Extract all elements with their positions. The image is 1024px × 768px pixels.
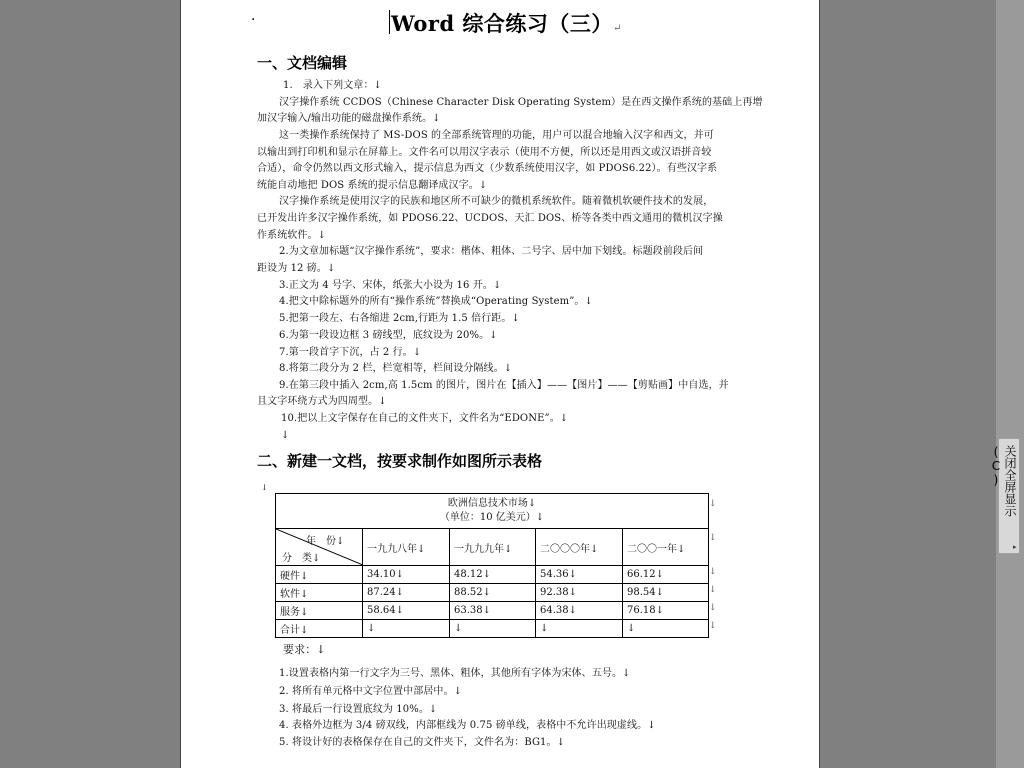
requirements-heading[interactable]: 要求：↓	[283, 643, 326, 656]
text-line[interactable]: 6.为第一段设边框 3 磅线型，底纹设为 20%。↓	[279, 330, 498, 341]
table-unit: （单位：10 亿美元）↓	[439, 512, 545, 523]
text-line[interactable]: 这一类操作系统保持了 MS-DOS 的全部系统管理的功能，用户可以混合地输入汉字和西文，并可	[279, 130, 714, 141]
section2-heading[interactable]: 二、新建一文档，按要求制作如图所示表格	[257, 452, 543, 470]
table-cell[interactable]: 92.38↓	[536, 584, 623, 602]
text-cursor	[389, 10, 390, 34]
text-line[interactable]: 合适），命令仍然以西文形式输入，提示信息为西文（少数系统使用汉字，如 PDOS6.22）。有些汉字系	[257, 163, 718, 174]
close-fullscreen-button[interactable]	[989, 438, 1020, 554]
text-line[interactable]: 加汉字输入/输出功能的磁盘操作系统。↓	[257, 113, 441, 124]
text-line[interactable]: 距设为 12 磅。↓	[257, 263, 336, 274]
row-end-mark: ↓	[709, 567, 717, 577]
document-title[interactable]: Word 综合练习（三）↵	[391, 11, 622, 36]
text-line[interactable]: 8.将第二段分为 2 栏，栏宽相等，栏间设分隔线。↓	[279, 363, 513, 374]
bullet-dot: ·	[251, 12, 256, 28]
text-line[interactable]: 9.在第三段中插入 2cm,高 1.5cm 的图片，图片在【插入】——【图片】——【剪贴画】中自选，并	[279, 380, 729, 391]
table-cell[interactable]: ↓	[450, 620, 536, 638]
requirement-item[interactable]: 2. 将所有单元格中文字位置中部居中。↓	[279, 686, 463, 697]
row-end-mark: ↓	[709, 621, 717, 631]
text-line[interactable]: 10.把以上文字保存在自己的文件夹下，文件名为“EDONE”。↓	[281, 413, 569, 424]
table-row	[276, 584, 709, 602]
text-line[interactable]: 1. 录入下列文章：↓	[283, 80, 383, 91]
requirement-item[interactable]: 5. 将设计好的表格保存在自己的文件夹下，文件名为：BG1。↓	[279, 737, 566, 748]
table-header-row	[276, 529, 709, 566]
text-line[interactable]: 作系统软件。↓	[257, 230, 327, 241]
text-line[interactable]: 2.为文章加标题“汉字操作系统”，要求：楷体、粗体、二号字、居中加下划线。标题段前段后间	[279, 246, 704, 257]
text-line[interactable]: 4.把文中除标题外的所有“操作系统”替换成“Operating System”。↓	[279, 296, 594, 307]
table-cell[interactable]: ↓	[536, 620, 623, 638]
text-line[interactable]: 7.第一段首字下沉，占 2 行。↓	[279, 347, 422, 358]
row-end-mark: ↓	[709, 603, 717, 613]
text-line[interactable]: 且文字环绕方式为四周型。↓	[257, 396, 387, 407]
table-cell[interactable]: 98.54↓	[623, 584, 709, 602]
table-cell[interactable]: ↓	[623, 620, 709, 638]
header-year-label: 年 份↓	[306, 536, 345, 547]
market-table[interactable]	[275, 493, 709, 638]
text-line[interactable]: ↓	[281, 430, 290, 441]
table-title-cell[interactable]	[276, 494, 709, 529]
row-label-cell[interactable]: 软件↓	[276, 584, 363, 602]
table-cell[interactable]: 54.36↓	[536, 566, 623, 584]
row-label-cell[interactable]: 合计↓	[276, 620, 363, 638]
text-line[interactable]: 以输出到打印机和显示在屏幕上。文件名可以用汉字表示（使用不方便，所以还是用西文或汉语拼音较	[257, 147, 712, 158]
row-end-mark: ↓	[709, 499, 717, 509]
table-cell[interactable]: 34.10↓	[363, 566, 450, 584]
empty-paragraph-mark: ↓	[261, 483, 268, 492]
header-category-label: 分 类↓	[282, 553, 321, 564]
text-line[interactable]: 汉字操作系统是使用汉字的民族和地区所不可缺少的微机系统软件。随着微机软硬件技术的发展，	[279, 196, 714, 207]
text-line[interactable]: 统能自动地把 DOS 系统的提示信息翻译成汉字。↓	[257, 180, 488, 191]
table-cell[interactable]: 63.38↓	[450, 602, 536, 620]
table-cell[interactable]: 66.12↓	[623, 566, 709, 584]
requirement-item[interactable]: 4. 表格外边框为 3/4 磅双线，内部框线为 0.75 磅单线，表格中不允许出现虚线。↓	[279, 720, 656, 731]
expand-arrow-icon: ▸	[1013, 543, 1017, 551]
text-line[interactable]: 已开发出许多汉字操作系统，如 PDOS6.22、UCDOS、天汇 DOS、桥等各类中西文通用的微机汉字操	[257, 213, 723, 224]
table-cell[interactable]: ↓	[363, 620, 450, 638]
row-end-mark: ↓	[709, 585, 717, 595]
row-end-mark: ↓	[709, 533, 717, 543]
table-title: 欧洲信息技术市场↓	[447, 498, 537, 509]
requirement-item[interactable]: 3. 将最后一行设置底纹为 10%。↓	[279, 704, 438, 715]
table-title-row	[276, 494, 709, 529]
document-page[interactable]	[180, 0, 820, 768]
year-header-cell[interactable]: 一九九八年↓	[363, 529, 450, 566]
close-fullscreen-label: 关闭全屏显示(C)	[989, 445, 1017, 517]
row-label-cell[interactable]: 硬件↓	[276, 566, 363, 584]
table-cell[interactable]: 76.18↓	[623, 602, 709, 620]
table-cell[interactable]: 58.64↓	[363, 602, 450, 620]
table-cell[interactable]: 64.38↓	[536, 602, 623, 620]
year-header-cell[interactable]: 二〇〇一年↓	[623, 529, 709, 566]
year-header-cell[interactable]: 一九九九年↓	[450, 529, 536, 566]
table-cell[interactable]: 48.12↓	[450, 566, 536, 584]
table-cell[interactable]: 87.24↓	[363, 584, 450, 602]
diagonal-header-cell[interactable]	[276, 529, 363, 566]
section1-heading[interactable]: 一、文档编辑	[257, 54, 348, 72]
row-label-cell[interactable]: 服务↓	[276, 602, 363, 620]
text-line[interactable]: 5.把第一段左、右各缩进 2cm,行距为 1.5 倍行距。↓	[279, 313, 520, 324]
text-line[interactable]: 汉字操作系统 CCDOS（Chinese Character Disk Operating System）是在西文操作系统的基础上再增	[279, 97, 763, 108]
table-row	[276, 620, 709, 638]
table-row	[276, 602, 709, 620]
year-header-cell[interactable]: 二〇〇〇年↓	[536, 529, 623, 566]
right-margin-bar	[989, 0, 1024, 768]
table-cell[interactable]: 88.52↓	[450, 584, 536, 602]
requirement-item[interactable]: 1.设置表格内第一行文字为三号、黑体、粗体，其他所有字体为宋体、五号。↓	[279, 668, 631, 679]
text-line[interactable]: 3.正文为 4 号字、宋体，纸张大小设为 16 开。↓	[279, 280, 502, 291]
table-row	[276, 566, 709, 584]
